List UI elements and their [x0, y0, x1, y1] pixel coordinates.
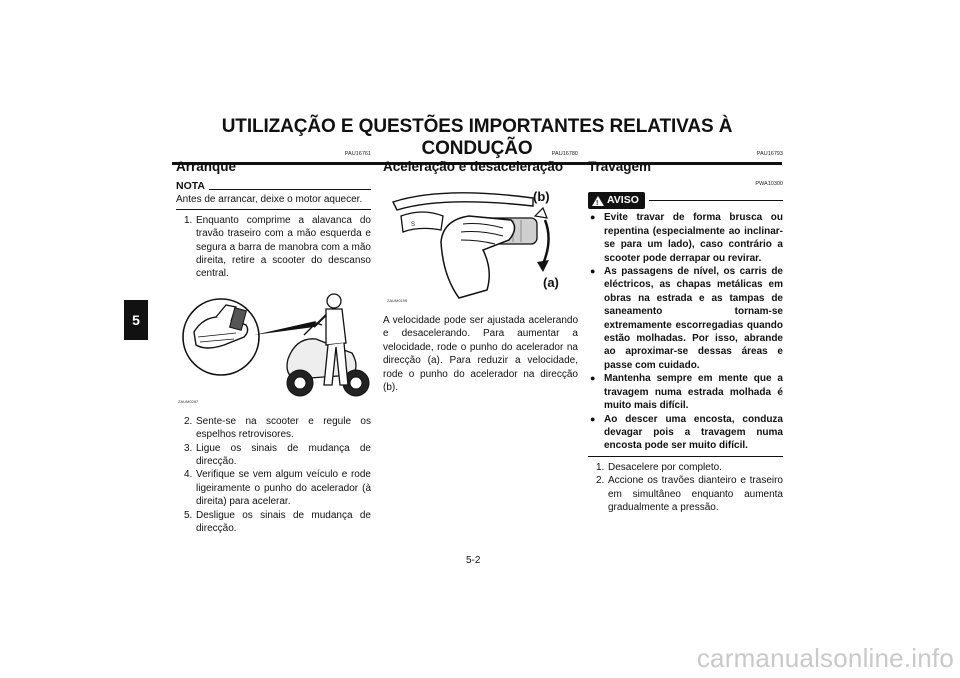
list-item: [176, 415, 371, 442]
bullet-icon: ●: [590, 373, 596, 384]
steps-list: [176, 214, 371, 281]
svg-text:S: S: [411, 222, 416, 228]
nota-rule: [209, 189, 371, 190]
step-number: 3.: [184, 442, 193, 454]
aviso-label: AVISO: [607, 194, 639, 206]
warning-icon: !: [592, 196, 604, 206]
step-number: 4.: [184, 469, 193, 481]
page-number: 5-2: [466, 555, 481, 566]
bullet-icon: ●: [590, 413, 596, 424]
direction-label-a: (a): [543, 275, 559, 290]
aviso-rule: [649, 200, 783, 201]
step-text: Accione os travões dianteiro e traseiro em simultâneo enquanto aumenta gradualmente a pressão.: [608, 475, 783, 513]
section-code: PAU16761: [344, 151, 371, 157]
warning-item: [588, 265, 783, 372]
step-text: Sente-se na scooter e regule os espelhos retrovisores.: [196, 415, 371, 441]
step-number: 2.: [184, 415, 193, 427]
nota-label: NOTA: [176, 180, 205, 192]
bullet-icon: ●: [590, 266, 596, 277]
warning-code: PWA10300: [755, 181, 783, 187]
direction-label-b: (b): [533, 189, 550, 204]
list-item: [176, 468, 371, 508]
step-text: Enquanto comprime a alavanca do travão traseiro com a mão esquerda e segura a barra de manobra com a mão direita, retire a scooter do descanso central.: [196, 214, 371, 280]
throttle-figure: [383, 180, 578, 302]
bullet-icon: ●: [590, 212, 596, 223]
section-aceleracao: [383, 150, 578, 394]
nota-text: Antes de arrancar, deixe o motor aquecer.: [176, 193, 371, 209]
section-travagem: [588, 150, 783, 514]
chapter-tab: 5: [124, 300, 148, 340]
section-title: Arranque: [176, 159, 237, 174]
warning-text: As passagens de nível, os carris de eléctricos, as chapas metálicas em obras na estrada e as tampas de saneamento tornam-se extremamente escorregadias quando estão molhadas. Por isso, abrande ao aproximar-se dessas áreas e passe com cuidado.: [604, 266, 783, 371]
figure-code: ZAUM0199: [387, 298, 408, 303]
nota-header: [176, 180, 371, 193]
list-item: [588, 474, 783, 514]
aviso-badge: [588, 192, 645, 209]
watermark: carmanualsonline.info: [696, 643, 954, 673]
step-text: Desligue os sinais de mudança de direcção.: [196, 509, 371, 535]
list-item: [176, 442, 371, 469]
step-number: 2.: [596, 475, 605, 487]
step-number: 5.: [184, 509, 193, 521]
list-item: [176, 509, 371, 536]
step-text: Ligue os sinais de mudança de direcção.: [196, 442, 371, 468]
section-title: Aceleração e desaceleração: [383, 159, 564, 174]
section-code: PAU16793: [756, 151, 783, 157]
section-arranque: [176, 150, 371, 536]
figure-code: ZAUM0287: [178, 398, 199, 404]
warning-text: Mantenha sempre em mente que a travagem numa estrada molhada é muito mais difícil.: [604, 373, 783, 412]
page-title: UTILIZAÇÃO E QUESTÕES IMPORTANTES RELATIVAS À CONDUÇÃO: [172, 116, 782, 165]
warning-item: [588, 413, 783, 453]
scooter-figure: [176, 287, 371, 409]
step-number: 1.: [596, 461, 605, 473]
steps-list: [588, 461, 783, 515]
warning-item: [588, 211, 783, 265]
warning-text: Ao descer uma encosta, conduza devagar pois a travagem numa encosta pode ser muito difícil.: [604, 413, 783, 452]
list-item: [176, 214, 371, 281]
list-item: [588, 461, 783, 474]
warning-list: [588, 211, 783, 456]
acceleration-text: A velocidade pode ser ajustada acelerando e desacelerando. Para aumentar a velocidade, rode o punho do acelerador na direcção (a). Para reduzir a velocidade, rode o punho do acelerador na direcção (b).: [383, 315, 578, 394]
step-number: 1.: [184, 214, 193, 226]
scooter-illustration: [176, 287, 371, 409]
step-text: Desacelere por completo.: [608, 461, 722, 473]
step-text: Verifique se vem algum veículo e rode ligeiramente o punho do acelerador (à direita) para acelerar.: [196, 469, 371, 508]
warning-item: [588, 372, 783, 412]
aviso-header: [588, 192, 783, 209]
warning-text: Evite travar de forma brusca ou repentina (especialmente ao inclinar-se para um lado), caso contrário a scooter pode derrapar ou revirar.: [604, 212, 783, 264]
section-code: PAU16780: [551, 151, 578, 157]
steps-list: [176, 415, 371, 536]
section-title: Travagem: [588, 159, 652, 174]
